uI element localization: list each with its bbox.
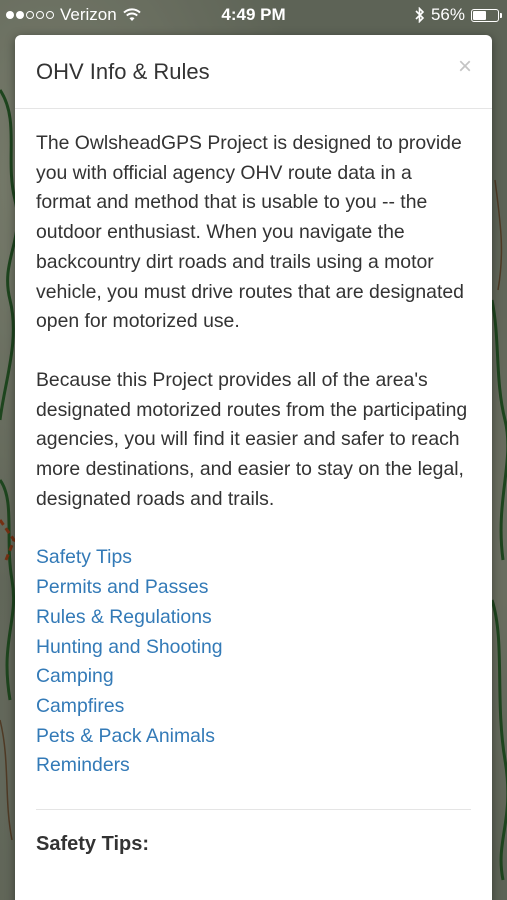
section-divider [36,809,471,810]
status-time: 4:49 PM [221,5,286,24]
close-button[interactable]: × [457,53,472,80]
battery-level [473,11,486,20]
link-rules-and-regulations[interactable]: Rules & Regulations [36,605,212,628]
modal-header [15,35,492,109]
benefits-paragraph: Because this Project provides all of the area's designated motorized routes from the participating agencies, you will find it easier and safer to reach more destinations, and easier to stay on the legal, designated roads and trails. [36,368,468,510]
carrier-name: Verizon [60,5,117,24]
status-bar [0,0,507,30]
intro-paragraph: The OwlsheadGPS Project is designed to provide you with official agency OHV route data in a format and method that is usable to you -- the outdoor enthusiast. When you navigate the backcountry dirt roads and trails using a motor vehicle, you must drive routes that are designated open for motorized use. [36,132,464,333]
link-safety-tips[interactable]: Safety Tips [36,546,132,569]
topic-links [36,543,471,781]
link-permits-and-passes[interactable]: Permits and Passes [36,576,209,599]
status-right [415,5,499,25]
modal-title: OHV Info & Rules [36,59,210,84]
battery-percent: 56% [430,5,465,24]
link-campfires[interactable]: Campfires [36,694,125,717]
link-camping[interactable]: Camping [36,665,114,688]
bluetooth-icon [415,7,425,23]
section-heading-safety-tips: Safety Tips: [36,833,149,856]
link-pets-and-pack-animals[interactable]: Pets & Pack Animals [36,724,215,747]
info-modal [15,35,492,900]
link-hunting-and-shooting[interactable]: Hunting and Shooting [36,635,223,658]
link-reminders[interactable]: Reminders [36,754,130,777]
modal-body[interactable] [15,109,492,860]
battery-icon [471,9,499,22]
